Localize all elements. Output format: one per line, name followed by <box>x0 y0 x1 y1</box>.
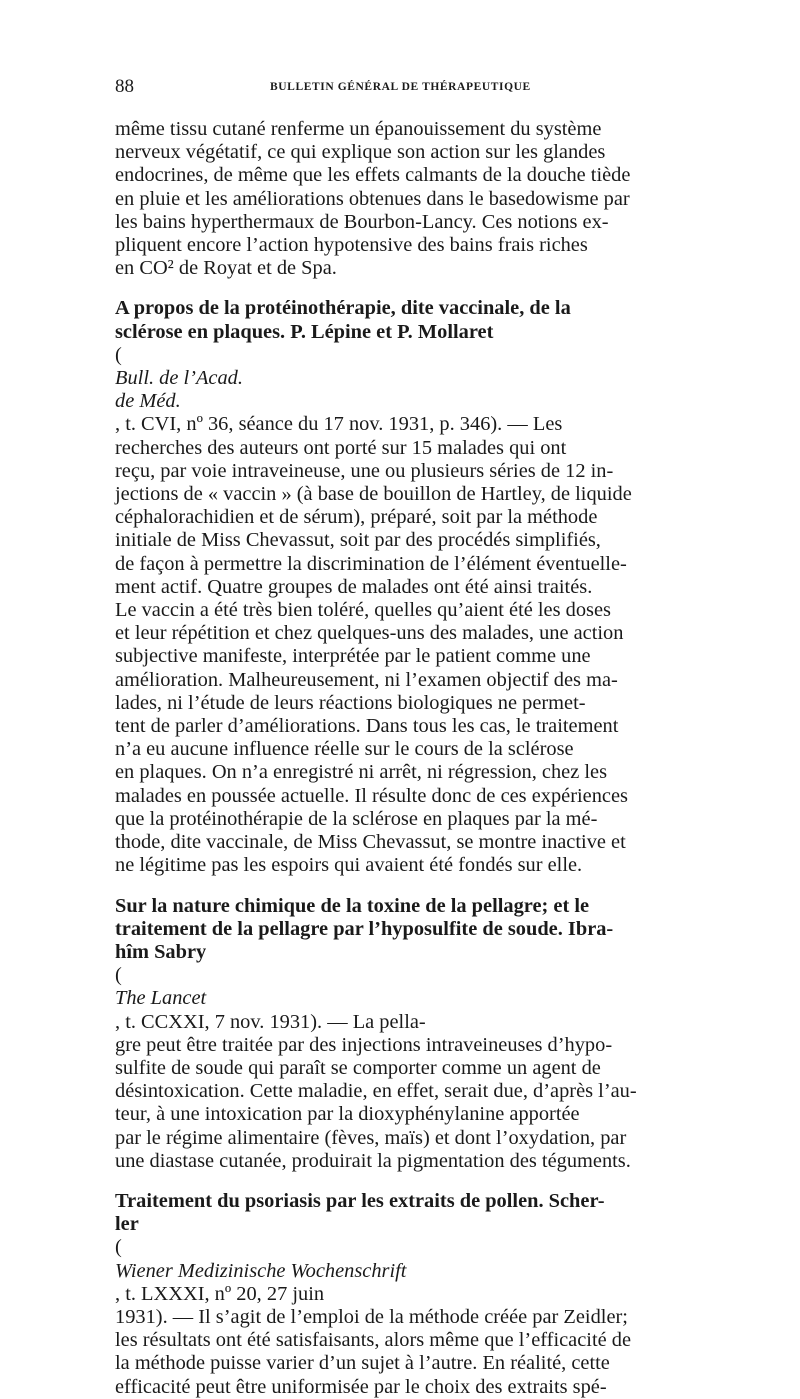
text-line: reçu, par voie intraveineuse, une ou plusieurs séries de 12 in- <box>115 459 614 482</box>
text-line: les résultats ont été satisfaisants, alors même que l’efficacité de <box>115 1329 631 1352</box>
text-line: sulfite de soude qui paraît se comporter comme un agent de <box>115 1056 601 1079</box>
citation-details: , t. CVI, nº 36, séance du 17 nov. 1931, p. 346). — Les <box>115 413 563 436</box>
intro-paragraph <box>115 118 685 280</box>
page-number: 88 <box>115 76 134 97</box>
text-line: lades, ni l’étude de leurs réactions biologiques ne permet- <box>115 691 586 714</box>
article-authors: P. Lépine et P. Mollaret <box>290 320 494 343</box>
article-header-line <box>115 321 685 391</box>
text-line: par le régime alimentaire (fèves, maïs) et dont l’oxydation, par <box>115 1126 627 1149</box>
citation-journal: de Méd. <box>115 390 181 413</box>
citation-journal: Bull. de l’Acad. <box>115 367 243 390</box>
text-line: thode, dite vaccinale, de Miss Chevassut, se montre inactive et <box>115 831 626 854</box>
journal-title: BULLETIN GÉNÉRAL DE THÉRAPEUTIQUE <box>270 81 531 93</box>
text-line: teur, à une intoxication par la dioxyphénylanine apportée <box>115 1103 580 1126</box>
text-line: céphalorachidien et de sérum), préparé, soit par la méthode <box>115 506 598 529</box>
article-title: A propos de la protéinothérapie, dite vaccinale, de la <box>115 297 571 320</box>
body-text <box>115 118 685 1399</box>
text-line: même tissu cutané renferme un épanouissement du système <box>115 118 602 140</box>
citation-open: ( <box>115 964 122 987</box>
article-header-line <box>115 941 685 1034</box>
text-line: gre peut être traitée par des injections intraveineuses d’hypo- <box>115 1033 613 1056</box>
citation-journal: Wiener Medizinische Wochenschrift <box>115 1259 407 1282</box>
text-line: en CO² de Royat et de Spa. <box>115 257 337 280</box>
text-line: la méthode puisse varier d’un sujet à l’autre. En réalité, cette <box>115 1352 610 1375</box>
article-header-line <box>115 1213 685 1306</box>
text-line: amélioration. Malheureusement, ni l’examen objectif des ma- <box>115 668 618 691</box>
text-line: en pluie et les améliorations obtenues dans le basedowisme par <box>115 187 630 210</box>
text-line: tent de parler d’améliorations. Dans tous les cas, le traitement <box>115 715 619 738</box>
text-line: efficacité peut être uniformisée par le choix des extraits spé- <box>115 1375 607 1398</box>
text-line: et leur répétition et chez quelques-uns des malades, une action <box>115 622 624 645</box>
article-psoriasis <box>115 1190 685 1399</box>
citation-open: ( <box>115 1236 122 1259</box>
text-line: recherches des auteurs ont porté sur 15 malades qui ont <box>115 436 567 459</box>
text-line: n’a eu aucune influence réelle sur le cours de la sclérose <box>115 738 574 761</box>
citation-details: , t. CCXXI, 7 nov. 1931). — La pella- <box>115 1010 426 1033</box>
article-title: Sur la nature chimique de la toxine de la pellagre; et le <box>115 894 590 917</box>
article-title: traitement de la pellagre par l’hyposulfite de soude. Ibra- <box>115 917 614 940</box>
text-line: une diastase cutanée, produirait la pigmentation des téguments. <box>115 1149 631 1172</box>
text-line: 1931). — Il s’agit de l’emploi de la méthode créée par Zeidler; <box>115 1305 628 1328</box>
article-author: hîm Sabry <box>115 940 207 963</box>
text-line: Le vaccin a été très bien toléré, quelles qu’aient été les doses <box>115 599 611 622</box>
article-pellagre <box>115 895 685 1173</box>
citation-journal: The Lancet <box>115 987 207 1010</box>
text-line: désintoxication. Cette maladie, en effet, serait due, d’après l’au- <box>115 1080 637 1103</box>
text-line: en plaques. On n’a enregistré ni arrêt, ni régression, chez les <box>115 761 608 784</box>
citation-line <box>115 390 685 436</box>
text-line: ne légitime pas les espoirs qui avaient été fondés sur elle. <box>115 854 583 877</box>
text-line: endocrines, de même que les effets calmants de la douche tiède <box>115 164 631 187</box>
text-line: malades en poussée actuelle. Il résulte donc de ces expériences <box>115 784 628 807</box>
text-line: de façon à permettre la discrimination de l’élément éventuelle- <box>115 552 627 575</box>
text-line: pliquent encore l’action hypotensive des bains frais riches <box>115 234 588 257</box>
text-line: les bains hyperthermaux de Bourbon-Lancy. Ces notions ex- <box>115 210 609 233</box>
text-line: initiale de Miss Chevassut, soit par des procédés simplifiés, <box>115 529 601 552</box>
article-proteinotherapie <box>115 297 685 877</box>
text-line: subjective manifeste, interprétée par le patient comme une <box>115 645 591 668</box>
running-header <box>115 76 685 98</box>
text-line: jections de « vaccin » (à base de bouillon de Hartley, de liquide <box>115 483 632 506</box>
article-author: ler <box>115 1213 139 1236</box>
citation-open: ( <box>115 343 122 366</box>
article-title: Traitement du psoriasis par les extraits de pollen. Scher- <box>115 1189 605 1212</box>
text-line: nerveux végétatif, ce qui explique son action sur les glandes <box>115 141 606 164</box>
text-line: que la protéinothérapie de la sclérose en plaques par la mé- <box>115 807 598 830</box>
article-title: sclérose en plaques. <box>115 320 286 343</box>
text-line: ment actif. Quatre groupes de malades ont été ainsi traités. <box>115 575 593 598</box>
citation-details: , t. LXXXI, nº 20, 27 juin <box>115 1282 325 1305</box>
